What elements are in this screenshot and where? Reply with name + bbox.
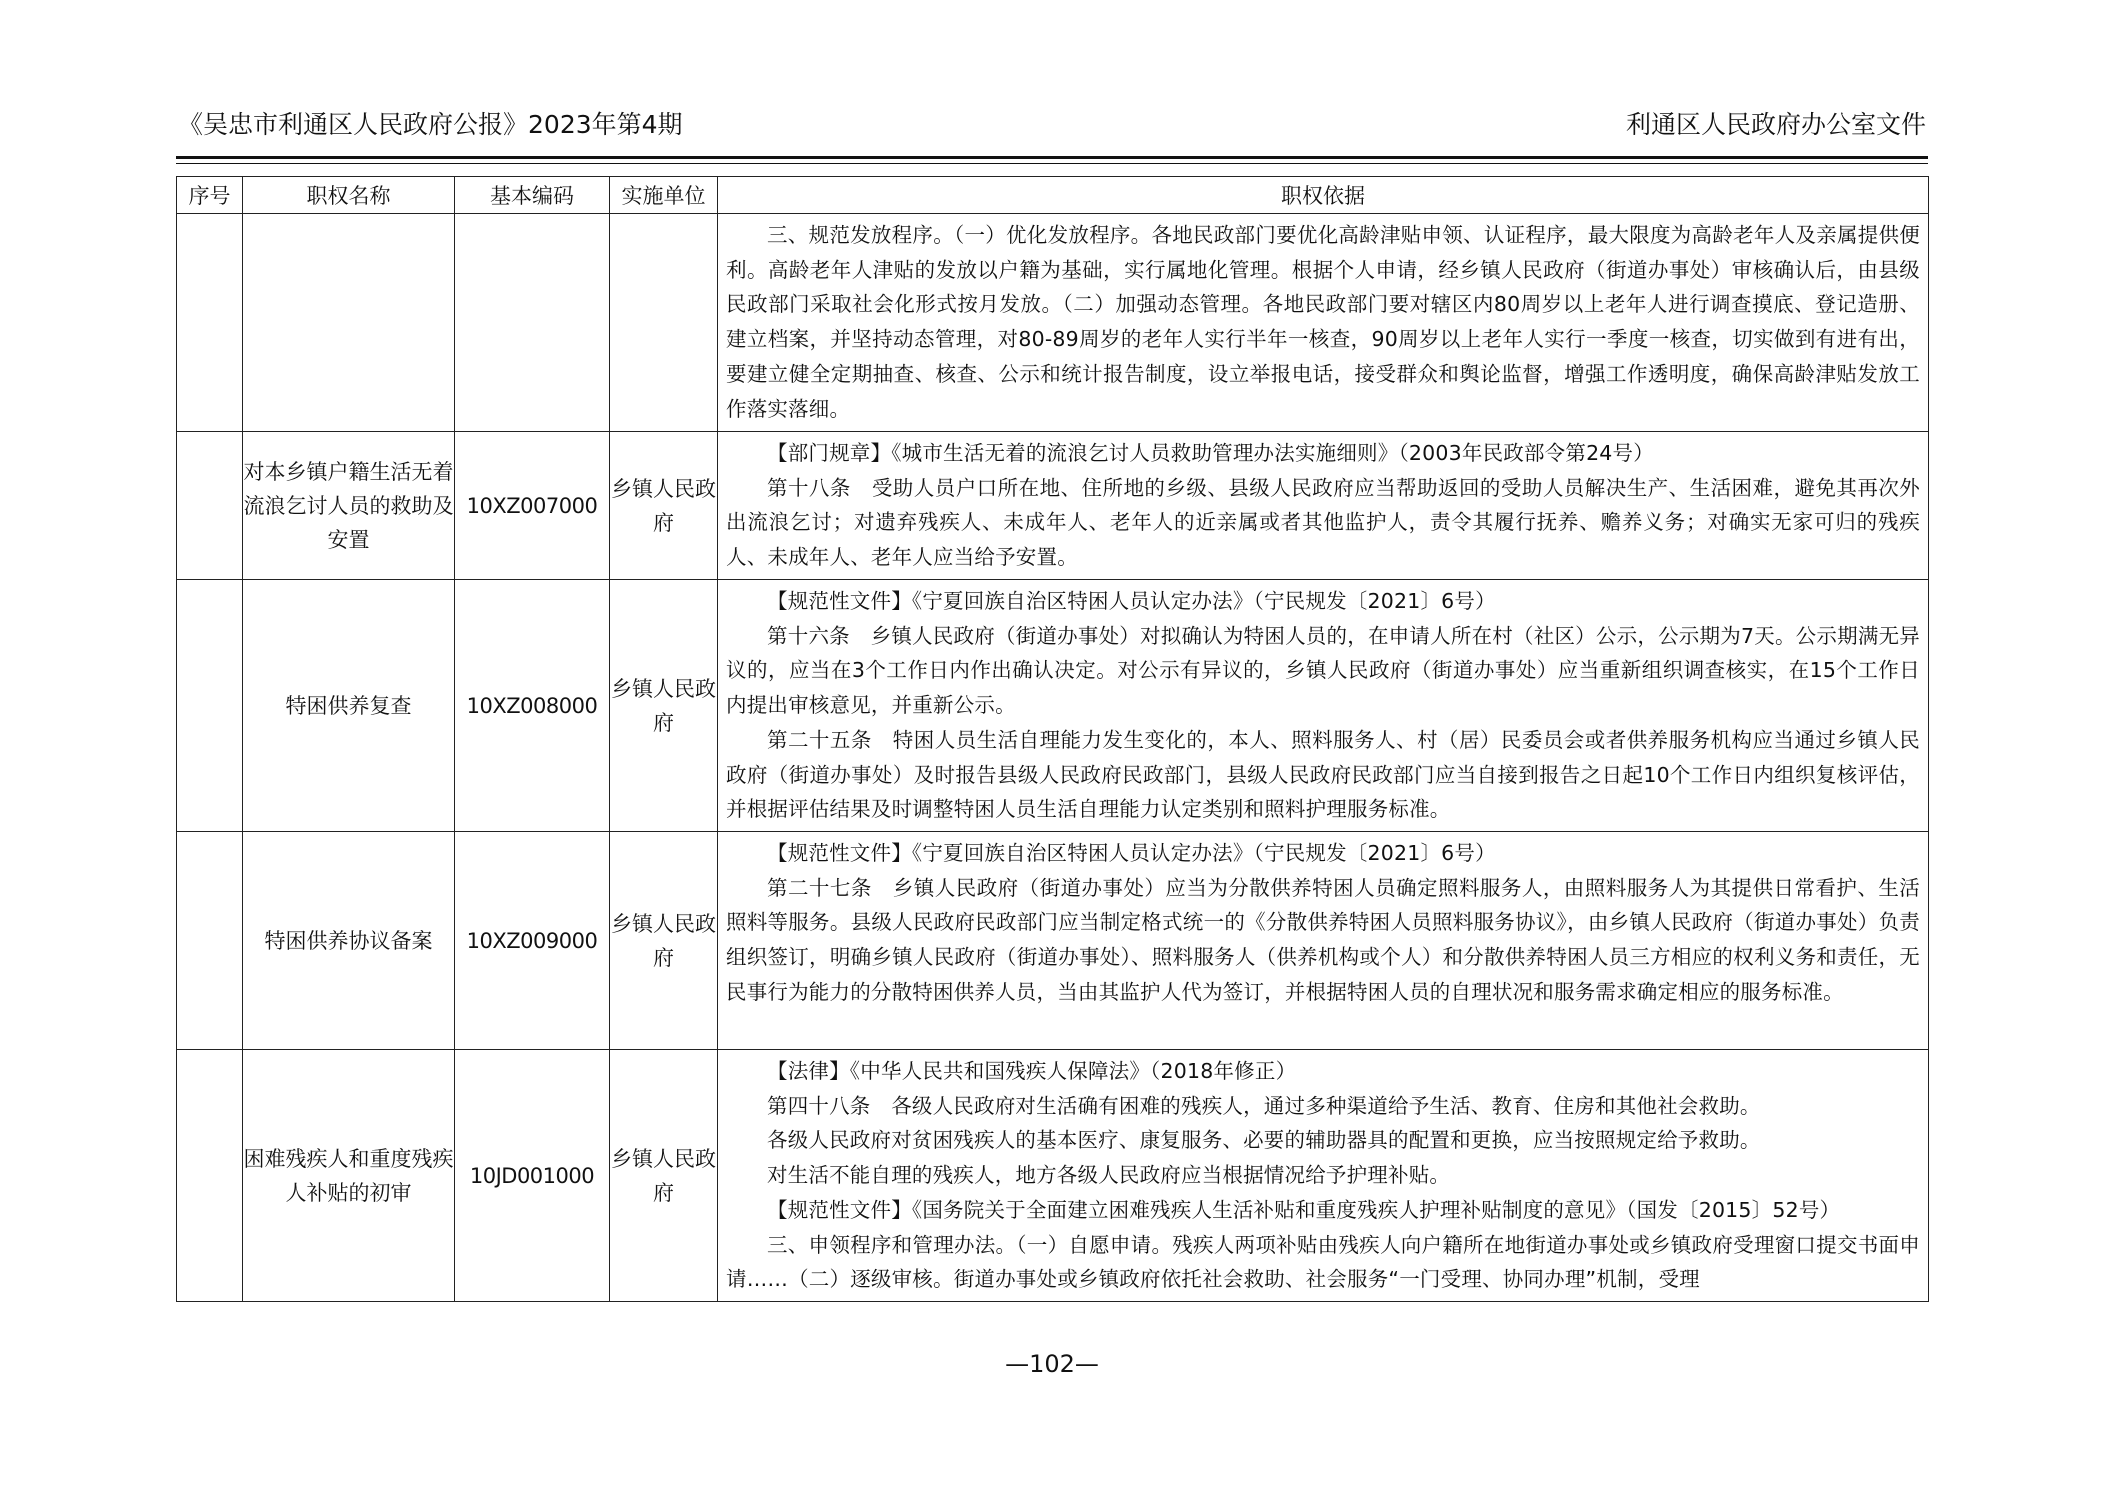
authority-name-cell xyxy=(243,214,455,432)
basic-code-cell: 10XZ009000 xyxy=(455,832,610,1050)
implementing-unit-cell: 乡镇人民政府 xyxy=(610,580,718,832)
basic-code-cell: 10XZ007000 xyxy=(455,432,610,580)
serial-cell xyxy=(177,580,243,832)
basis-paragraph: 第四十八条 各级人民政府对生活确有困难的残疾人，通过多种渠道给予生活、教育、住房和其他社会救助。 xyxy=(767,1093,1761,1118)
page-number: —102— xyxy=(1005,1350,1099,1378)
basis-paragraph: 三、规范发放程序。（一）优化发放程序。各地民政部门要优化高龄津贴申领、认证程序，最大限度为高龄老年人及亲属提供便利。高龄老年人津贴的发放以户籍为基础，实行属地化管理。根据个人申请，经乡镇人民政府（街道办事处）审核确认后，由县级民政部门采取社会化形式按月发放。（二）加强动态管理。各地民政部门要对辖区内80周岁以上老年人进行调查摸底、登记造册、建立档案，并坚持动态管理，对80-89周岁的老年人实行半年一核查，90周岁以上老年人实行一季度一核查，切实做到有进有出，要建立健全定期抽查、核查、公示和统计报告制度，设立举报电话，接受群众和舆论监督，增强工作透明度，确保高龄津贴发放工作落实落细。 xyxy=(726,223,1920,421)
basis-paragraph: 第十八条 受助人员户口所在地、住所地的乡级、县级人民政府应当帮助返回的受助人员解决生产、生活困难，避免其再次外出流浪乞讨；对遗弃残疾人、未成年人、老年人的近亲属或者其他监护人，责令其履行抚养、赡养义务；对确实无家可归的残疾人、未成年人、老年人应当给予安置。 xyxy=(726,475,1920,570)
authority-name-cell: 特困供养协议备案 xyxy=(243,832,455,1050)
implementing-unit-cell: 乡镇人民政府 xyxy=(610,1050,718,1302)
serial-cell xyxy=(177,432,243,580)
authority-basis-cell xyxy=(718,1050,1929,1302)
header-office-name: 利通区人民政府办公室文件 xyxy=(1625,110,1926,139)
basis-paragraph: 三、申领程序和管理办法。（一）自愿申请。残疾人两项补贴由残疾人向户籍所在地街道办事处或乡镇政府受理窗口提交书面申请……（二）逐级审核。街道办事处或乡镇政府依托社会救助、社会服务“一门受理、协同办理”机制，受理 xyxy=(726,1232,1920,1292)
basis-paragraph: 对生活不能自理的残疾人，地方各级人民政府应当根据情况给予护理补贴。 xyxy=(767,1163,1451,1188)
basis-paragraph: 第二十七条 乡镇人民政府（街道办事处）应当为分散供养特困人员确定照料服务人，由照料服务人为其提供日常看护、生活照料等服务。县级人民政府民政部门应当制定格式统一的《分散供养特困人员照料服务协议》，由乡镇人民政府（街道办事处）负责组织签订，明确乡镇人民政府（街道办事处）、照料服务人（供养机构或个人）和分散供养特困人员三方相应的权利义务和责任，无民事行为能力的分散特困供养人员，当由其监护人代为签订，并根据特困人员的自理状况和服务需求确定相应的服务标准。 xyxy=(726,875,1920,1004)
implementing-unit-cell: 乡镇人民政府 xyxy=(610,832,718,1050)
basis-paragraph: 【规范性文件】《宁夏回族自治区特困人员认定办法》（宁民规发〔2021〕6号） xyxy=(767,841,1496,865)
authority-name-cell: 困难残疾人和重度残疾人补贴的初审 xyxy=(243,1050,455,1302)
serial-cell xyxy=(177,1050,243,1302)
authority-table xyxy=(176,176,1929,1302)
authority-basis-cell xyxy=(718,580,1929,832)
table-row xyxy=(177,214,1929,432)
serial-cell xyxy=(177,832,243,1050)
basis-paragraph: 【规范性文件】《国务院关于全面建立困难残疾人生活补贴和重度残疾人护理补贴制度的意见》（国发〔2015〕52号） xyxy=(767,1197,1841,1222)
basis-paragraph: 【法律】《中华人民共和国残疾人保障法》（2018年修正） xyxy=(767,1059,1297,1083)
authority-basis-cell xyxy=(718,214,1929,432)
header-rule-thick xyxy=(176,156,1928,159)
implementing-unit-cell: 乡镇人民政府 xyxy=(610,432,718,580)
basis-paragraph: 各级人民政府对贫困残疾人的基本医疗、康复服务、必要的辅助器具的配置和更换，应当按照规定给予救助。 xyxy=(767,1128,1761,1153)
header-implementing-unit: 实施单位 xyxy=(610,177,718,214)
header-serial: 序号 xyxy=(177,177,243,214)
table-row xyxy=(177,432,1929,580)
implementing-unit-cell xyxy=(610,214,718,432)
authority-name-cell: 特困供养复查 xyxy=(243,580,455,832)
authority-name-cell: 对本乡镇户籍生活无着流浪乞讨人员的救助及安置 xyxy=(243,432,455,580)
table-row xyxy=(177,832,1929,1050)
serial-cell xyxy=(177,214,243,432)
basis-paragraph: 第十六条 乡镇人民政府（街道办事处）对拟确认为特困人员的，在申请人所在村（社区）公示，公示期为7天。公示期满无异议的，应当在3个工作日内作出确认决定。对公示有异议的，乡镇人民政府（街道办事处）应当重新组织调查核实，在15个工作日内提出审核意见，并重新公示。 xyxy=(726,623,1920,718)
header-publication-title: 《吴忠市利通区人民政府公报》2023年第4期 xyxy=(178,110,683,139)
basis-paragraph: 【部门规章】《城市生活无着的流浪乞讨人员救助管理办法实施细则》（2003年民政部令第24号） xyxy=(767,441,1654,465)
authority-basis-cell xyxy=(718,832,1929,1050)
basic-code-cell: 10XZ008000 xyxy=(455,580,610,832)
header-basic-code: 基本编码 xyxy=(455,177,610,214)
header-rule-thin xyxy=(176,163,1928,164)
authority-basis-cell xyxy=(718,432,1929,580)
basis-paragraph: 【规范性文件】《宁夏回族自治区特困人员认定办法》（宁民规发〔2021〕6号） xyxy=(767,589,1496,613)
header-authority-basis: 职权依据 xyxy=(718,177,1929,214)
basic-code-cell xyxy=(455,214,610,432)
table-row xyxy=(177,580,1929,832)
basis-paragraph: 第二十五条 特困人员生活自理能力发生变化的，本人、照料服务人、村（居）民委员会或者供养服务机构应当通过乡镇人民政府（街道办事处）及时报告县级人民政府民政部门，县级人民政府民政部门应当自接到报告之日起10个工作日内组织复核评估，并根据评估结果及时调整特困人员生活自理能力认定类别和照料护理服务标准。 xyxy=(726,727,1920,822)
header-authority-name: 职权名称 xyxy=(243,177,455,214)
basic-code-cell: 10JD001000 xyxy=(455,1050,610,1302)
table-header-row xyxy=(177,177,1929,214)
table-row xyxy=(177,1050,1929,1302)
